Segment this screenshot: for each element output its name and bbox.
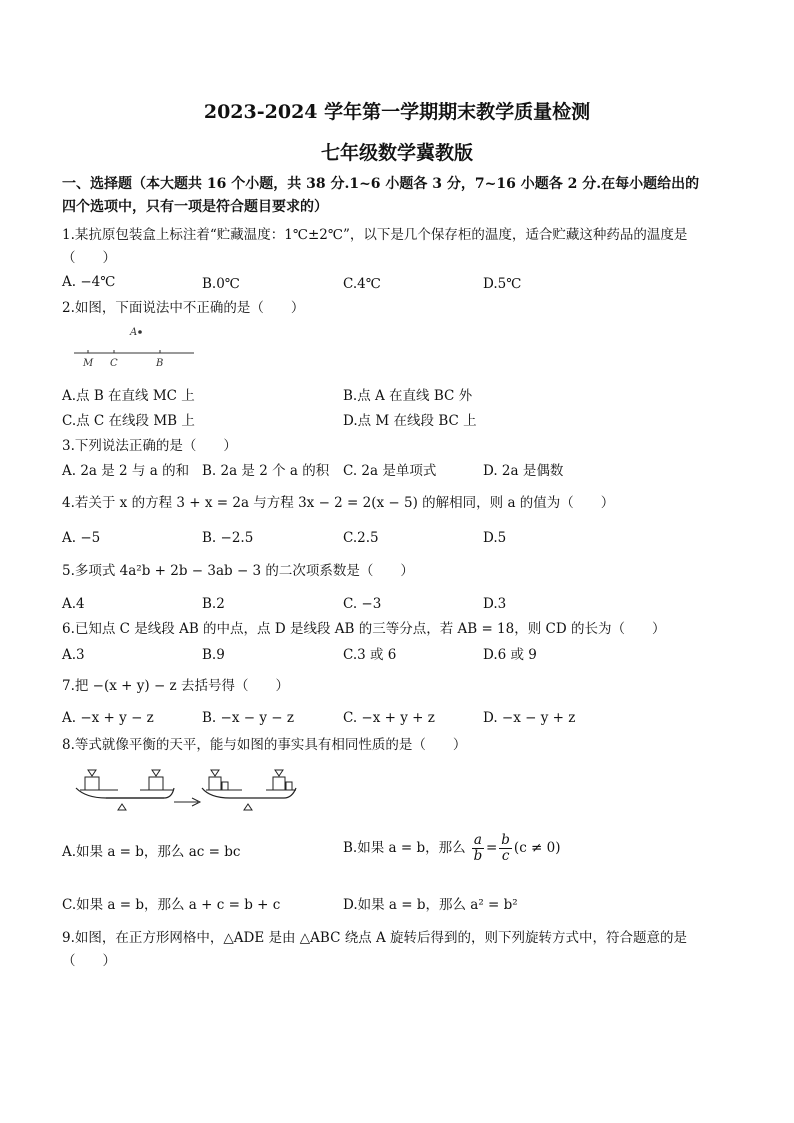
page-subtitle: 七年级数学冀教版	[320, 142, 473, 164]
q8-option-d[interactable]: D.如果 a = b，那么 a² = b²	[343, 897, 518, 913]
q9-stem-cont: （ ）	[62, 953, 116, 969]
q5-option-b[interactable]: B.2	[202, 596, 225, 612]
section-heading: 一、选择题（本大题共 16 个小题，共 38 分.1~6 小题各 3 分，7~16 小题各 2 分.在每小题给出的	[62, 176, 700, 192]
q1-stem-cont: （ ）	[62, 250, 116, 266]
q4-option-c[interactable]: C.2.5	[343, 530, 379, 546]
fraction-b-over-c: $\frac{b}{c}$	[501, 832, 510, 864]
q1-option-a[interactable]: A. −4℃	[62, 274, 116, 290]
q2-option-b[interactable]: B.点 A 在直线 BC 外	[343, 388, 473, 404]
q4-option-a[interactable]: A. −5	[62, 530, 101, 546]
right-balance	[202, 770, 296, 810]
q5-option-a[interactable]: A.4	[62, 596, 85, 612]
q2-stem: 2.如图，下面说法中不正确的是（ ）	[62, 300, 305, 316]
fraction-a-over-b: $\frac{a}{b}$	[473, 832, 483, 864]
q1-stem: 1.某抗原包装盒上标注着“贮藏温度：1℃±2℃”，以下是几个保存柜的温度，适合贮藏这种药品的温度是	[62, 227, 688, 243]
label-c: C	[110, 358, 118, 369]
q7-option-c[interactable]: C. −x + y + z	[343, 710, 435, 726]
q4-option-b[interactable]: B. −2.5	[202, 530, 254, 546]
q2-option-c[interactable]: C.点 C 在线段 MB 上	[62, 413, 195, 429]
q8-option-b-text: B.如果 a = b，那么	[343, 840, 466, 856]
q8-option-b-condition: (c ≠ 0)	[513, 840, 561, 856]
q6-option-b[interactable]: B.9	[202, 647, 225, 663]
q8-balance-figure	[70, 764, 302, 812]
q9-stem: 9.如图，在正方形网格中，△ADE 是由 △ABC 绕点 A 旋转后得到的，则下列旋转方式中，符合题意的是	[62, 930, 688, 946]
q1-option-b[interactable]: B.0℃	[202, 276, 240, 292]
q2-option-d[interactable]: D.点 M 在线段 BC 上	[343, 413, 477, 429]
q6-option-d[interactable]: D.6 或 9	[483, 647, 537, 663]
q1-option-c[interactable]: C.4℃	[343, 276, 381, 292]
label-a: A	[130, 327, 138, 338]
q2-option-a[interactable]: A.点 B 在直线 MC 上	[62, 388, 195, 404]
q7-option-b[interactable]: B. −x − y − z	[202, 710, 294, 726]
label-m: M	[83, 358, 94, 369]
q4-option-d[interactable]: D.5	[483, 530, 507, 546]
q6-option-a[interactable]: A.3	[62, 647, 85, 663]
q2-figure	[70, 324, 200, 372]
q1-option-d[interactable]: D.5℃	[483, 276, 522, 292]
q6-stem: 6.已知点 C 是线段 AB 的中点，点 D 是线段 AB 的三等分点，若 AB = 18，则 CD 的长为（ ）	[62, 621, 666, 637]
q3-option-a[interactable]: A. 2a 是 2 与 a 的和	[62, 463, 190, 479]
page-title: 2023-2024 学年第一学期期末教学质量检测	[203, 101, 591, 123]
q3-option-d[interactable]: D. 2a 是偶数	[483, 463, 564, 479]
q5-stem: 5.多项式 4a²b + 2b − 3ab − 3 的二次项系数是（ ）	[62, 563, 414, 579]
q7-option-a[interactable]: A. −x + y − z	[62, 710, 154, 726]
q3-stem: 3.下列说法正确的是（ ）	[62, 438, 237, 454]
label-b: B	[156, 358, 164, 369]
q7-stem: 7.把 −(x + y) − z 去括号得（ ）	[62, 678, 289, 694]
q5-option-d[interactable]: D.3	[483, 596, 507, 612]
q4-stem: 4.若关于 x 的方程 3 + x = 2a 与方程 3x − 2 = 2(x − 5) 的解相同，则 a 的值为（ ）	[62, 495, 615, 511]
q7-option-d[interactable]: D. −x − y + z	[483, 710, 576, 726]
left-balance	[76, 770, 174, 810]
q3-option-c[interactable]: C. 2a 是单项式	[343, 463, 437, 479]
q8-option-b[interactable]: B.如果 a = b，那么 $\frac{a}{b}$ = $\frac{b}{c}$ (c ≠ 0)	[343, 832, 561, 864]
q6-option-c[interactable]: C.3 或 6	[343, 647, 397, 663]
q8-stem: 8.等式就像平衡的天平，能与如图的事实具有相同性质的是（ ）	[62, 737, 467, 753]
q8-option-a[interactable]: A.如果 a = b，那么 ac = bc	[62, 844, 241, 860]
q8-option-c[interactable]: C.如果 a = b，那么 a + c = b + c	[62, 897, 281, 913]
q5-option-c[interactable]: C. −3	[343, 596, 382, 612]
q3-option-b[interactable]: B. 2a 是 2 个 a 的积	[202, 463, 330, 479]
section-heading-cont: 四个选项中，只有一项是符合题目要求的）	[62, 199, 328, 215]
